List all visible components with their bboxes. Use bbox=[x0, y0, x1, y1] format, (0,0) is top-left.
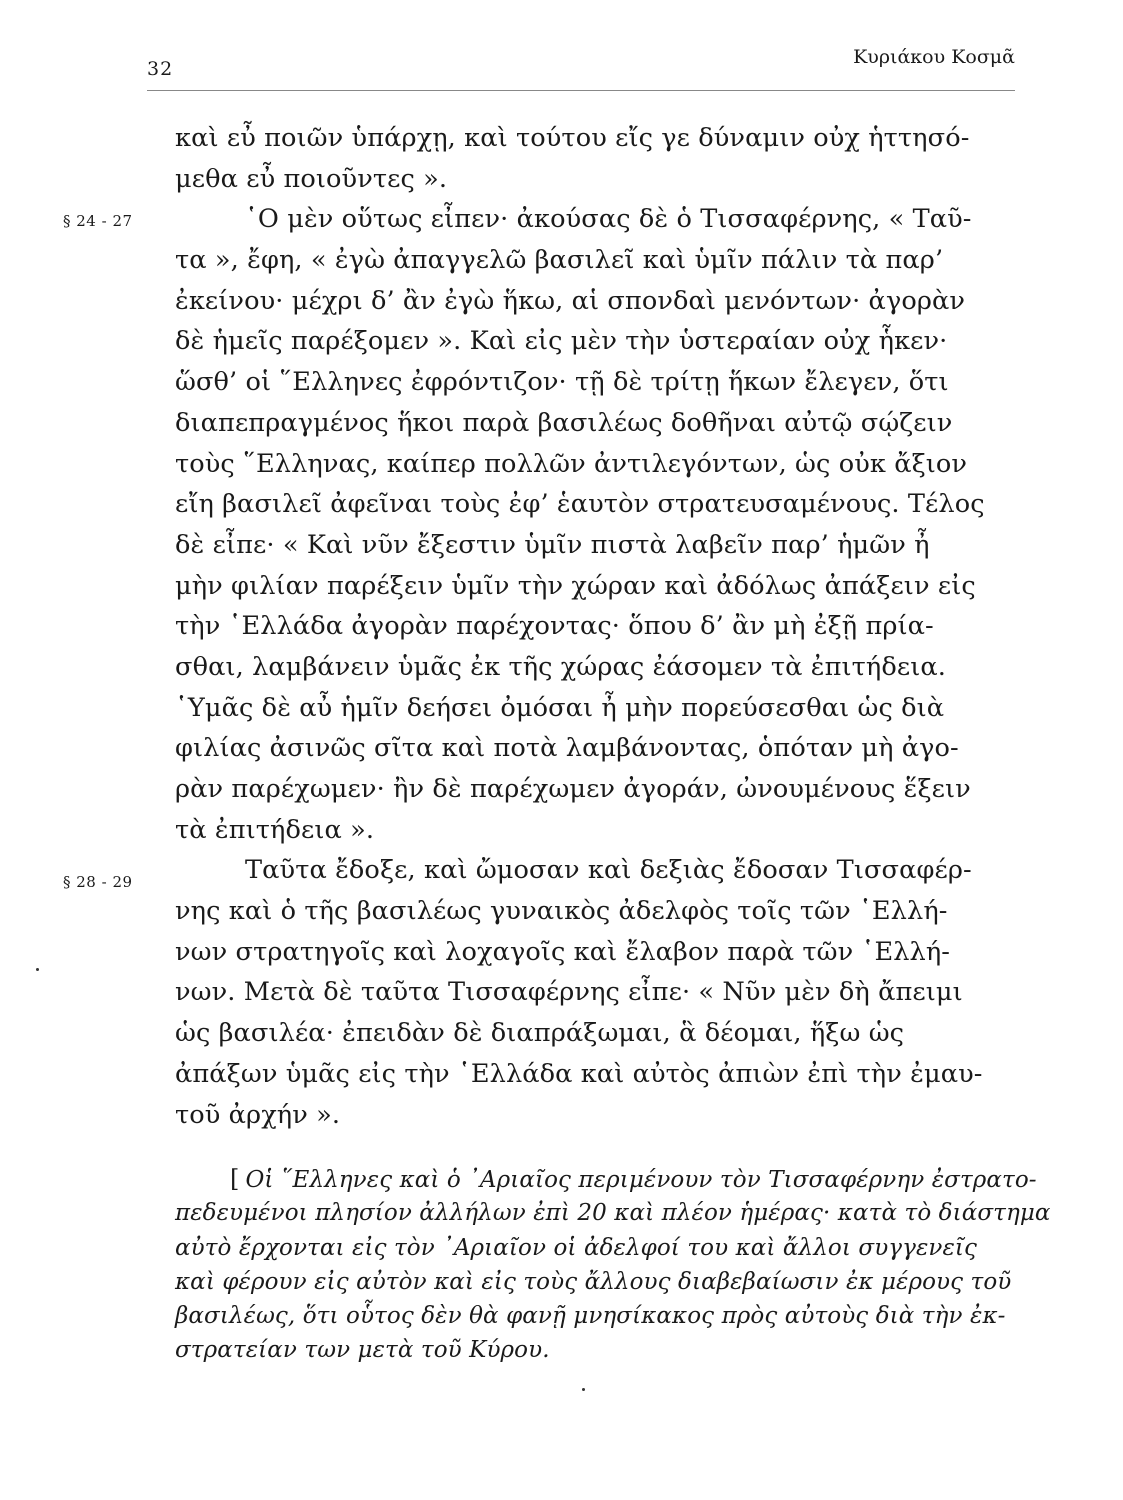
summary-line: βασιλέως, ὅτι οὗτος δὲν θὰ φανῇ μνησίκακος πρὸς αὐτοὺς διὰ τὴν ἐκ- bbox=[175, 1303, 1006, 1330]
summary-note bbox=[175, 1162, 1051, 1368]
text-line: ὥσθ’ οἱ ῞Ελληνες ἐφρόντιζον· τῇ δὲ τρίτῃ ἥκων ἔλεγεν, ὅτι bbox=[175, 367, 949, 398]
text-line: μὴν φιλίαν παρέξειν ὑμῖν τὴν χώραν καὶ ἀδόλως ἀπάξειν εἰς bbox=[175, 570, 976, 601]
text-line: ἐκείνου· μέχρι δ’ ἂν ἐγὼ ἥκω, αἱ σπονδαὶ μενόντων· ἀγορὰν bbox=[175, 285, 966, 316]
summary-line-text: Οἱ ῞Ελληνες καὶ ὁ ᾿Αριαῖος περιμένουν τὸν Τισσαφέρνην ἐστρατο- bbox=[245, 1167, 1037, 1193]
summary-bracket: [ bbox=[230, 1165, 240, 1193]
main-text bbox=[175, 118, 1020, 1135]
text-line: τὰ ἐπιτήδεια ». bbox=[175, 814, 375, 845]
text-line: τὴν ῾Ελλάδα ἀγορὰν παρέχοντας· ὅπου δ’ ἂν μὴ ἐξῇ πρία- bbox=[175, 611, 934, 642]
margin-note-section-24-27: § 24 - 27 bbox=[63, 212, 133, 230]
margin-note-section-28-29: § 28 - 29 bbox=[63, 873, 133, 891]
text-line: σθαι, λαμβάνειν ὑμᾶς ἐκ τῆς χώρας ἐάσομεν τὰ ἐπιτήδεια. bbox=[175, 651, 946, 682]
text-line: ἀπάξων ὑμᾶς εἰς τὴν ῾Ελλάδα καὶ αὐτὸς ἀπιὼν ἐπὶ τὴν ἐμαυ- bbox=[175, 1058, 983, 1089]
text-line: φιλίας ἀσινῶς σῖτα καὶ ποτὰ λαμβάνοντας, ὁπόταν μὴ ἀγο- bbox=[175, 733, 959, 764]
text-line: διαπεπραγμένος ἥκοι παρὰ βασιλέως δοθῆναι αὐτῷ σῴζειν bbox=[175, 407, 953, 438]
text-line: μεθα εὖ ποιοῦντες ». bbox=[175, 163, 448, 194]
print-speck bbox=[36, 968, 39, 971]
summary-line: πεδευμένοι πλησίον ἀλλήλων ἐπὶ 20 καὶ πλέον ἡμέρας· κατὰ τὸ διάστημα bbox=[175, 1200, 1051, 1227]
text-line: νων στρατηγοῖς καὶ λοχαγοῖς καὶ ἔλαβον παρὰ τῶν ῾Ελλή- bbox=[175, 936, 951, 967]
summary-line: καὶ φέρουν εἰς αὐτὸν καὶ εἰς τοὺς ἄλλους διαβεβαίωσιν ἐκ μέρους τοῦ bbox=[175, 1268, 1012, 1295]
text-line: καὶ εὖ ποιῶν ὑπάρχῃ, καὶ τούτου εἴς γε δύναμιν οὐχ ἡττησό- bbox=[175, 123, 970, 153]
summary-line: αὐτὸ ἔρχονται εἰς τὸν ᾿Αριαῖον οἱ ἀδελφοί του καὶ ἄλλοι συγγενεῖς bbox=[175, 1234, 978, 1261]
running-head: Κυριάκου Κοσμᾶ bbox=[853, 46, 1015, 68]
text-line: ῾Ο μὲν οὕτως εἶπεν· ἀκούσας δὲ ὁ Τισσαφέρνης, « Ταῦ- bbox=[245, 204, 972, 235]
text-line: ῾Υμᾶς δὲ αὖ ἡμῖν δεήσει ὀμόσαι ἦ μὴν πορεύσεσθαι ὡς διὰ bbox=[175, 692, 945, 723]
text-line: τοὺς ῞Ελληνας, καίπερ πολλῶν ἀντιλεγόντων, ὡς οὐκ ἄξιον bbox=[175, 448, 968, 479]
text-line: ρὰν παρέχωμεν· ἢν δὲ παρέχωμεν ἀγοράν, ὠνουμένους ἕξειν bbox=[175, 774, 971, 804]
text-line: δὲ εἶπε· « Καὶ νῦν ἔξεστιν ὑμῖν πιστὰ λαβεῖν παρ’ ἡμῶν ἦ bbox=[175, 529, 930, 560]
text-line: νων. Μετὰ δὲ ταῦτα Τισσαφέρνης εἶπε· « Νῦν μὲν δὴ ἄπειμι bbox=[175, 977, 963, 1008]
text-line: τα », ἔφη, « ἐγὼ ἀπαγγελῶ βασιλεῖ καὶ ὑμῖν πάλιν τὰ παρ’ bbox=[175, 245, 944, 276]
page-number: 32 bbox=[147, 58, 174, 80]
text-line: Ταῦτα ἔδοξε, καὶ ὤμοσαν καὶ δεξιὰς ἔδοσαν Τισσαφέρ- bbox=[245, 855, 972, 886]
summary-line: στρατείαν των μετὰ τοῦ Κύρου. bbox=[175, 1337, 550, 1364]
text-line: νης καὶ ὁ τῆς βασιλέως γυναικὸς ἀδελφὸς τοῖς τῶν ῾Ελλή- bbox=[175, 896, 948, 927]
header-rule bbox=[147, 90, 1015, 91]
print-speck bbox=[582, 1388, 585, 1391]
text-line: τοῦ ἀρχήν ». bbox=[175, 1099, 341, 1130]
text-line: ὡς βασιλέα· ἐπειδὰν δὲ διαπράξωμαι, ἃ δέομαι, ἥξω ὡς bbox=[175, 1018, 905, 1049]
text-line: δὲ ἡμεῖς παρέξομεν ». Καὶ εἰς μὲν τὴν ὑστεραίαν οὐχ ἧκεν· bbox=[175, 326, 948, 357]
summary-line bbox=[175, 1162, 1037, 1196]
text-line: εἴη βασιλεῖ ἀφεῖναι τοὺς ἐφ’ ἑαυτὸν στρατευσαμένους. Τέλος bbox=[175, 489, 985, 520]
